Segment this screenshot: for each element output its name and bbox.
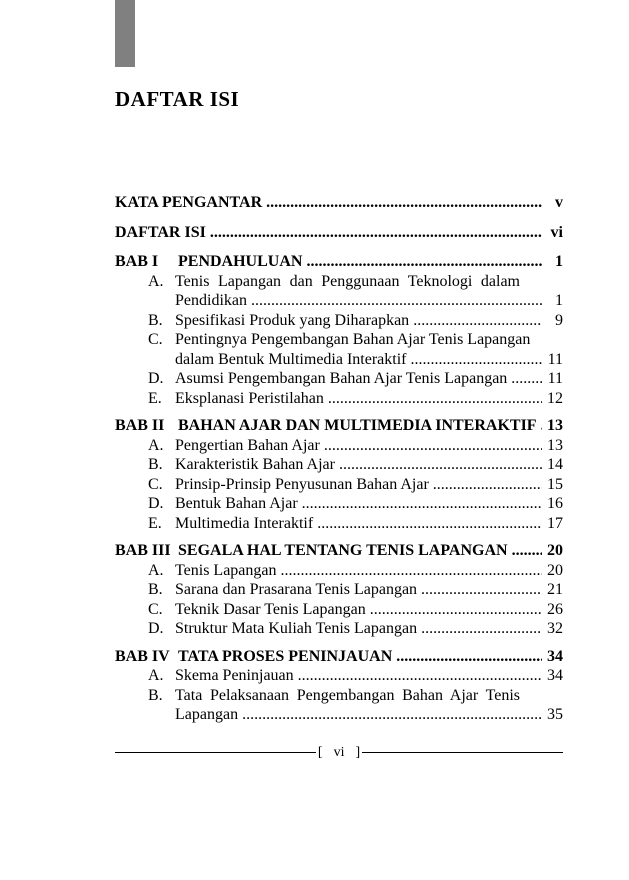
- page-number: 35: [547, 706, 563, 723]
- sub-entry-text: Bentuk Bahan Ajar: [175, 495, 298, 512]
- dot-leader: [512, 541, 542, 561]
- page-number: 14: [547, 456, 563, 473]
- sub-entry-text: Skema Peninjauan: [175, 667, 294, 684]
- sub-entry-last-line: [175, 369, 563, 389]
- sub-entry-last-line: [175, 389, 563, 409]
- sub-entry-last-line: [175, 311, 563, 331]
- dot-leader: [411, 350, 543, 370]
- chapter-title: TATA PROSES PENINJAUAN: [178, 647, 393, 665]
- dot-leader: [210, 223, 542, 243]
- page-number: 11: [547, 370, 563, 387]
- page-number: 32: [547, 620, 563, 637]
- sub-entry-letter: B.: [148, 686, 163, 704]
- page-number: 11: [547, 350, 563, 368]
- sub-entry-last-line: [175, 514, 563, 534]
- toc-sub-entry: [115, 475, 563, 495]
- toc-sub-entry: [115, 455, 563, 475]
- toc-sub-entry: [115, 561, 563, 581]
- chapter-title-row: [178, 541, 563, 561]
- sub-entry-body: [175, 686, 563, 725]
- toc-sub-entry: [115, 311, 563, 331]
- chapter-title-row: [178, 252, 563, 272]
- dot-leader: [281, 561, 542, 581]
- sub-entry-last-line: [175, 561, 563, 581]
- toc-sub-entry: [115, 272, 563, 311]
- page-number: 1: [555, 253, 563, 270]
- sub-entry-letter: E.: [148, 514, 162, 532]
- dot-leader: [317, 514, 542, 534]
- sub-entry-letter: B.: [148, 581, 163, 598]
- sub-entry-letter: D.: [148, 620, 164, 637]
- sub-entry-last-line: [175, 580, 563, 600]
- sub-entry-text: Eksplanasi Peristilahan: [175, 389, 324, 407]
- toc-sub-entry: [115, 600, 563, 620]
- toc-chapter-heading: [115, 647, 563, 667]
- page-number: v: [555, 194, 563, 211]
- sub-entry-letter: D.: [148, 495, 164, 512]
- page-number: 20: [547, 542, 563, 559]
- sub-entry-letter: C.: [148, 600, 163, 618]
- toc-sub-entry: [115, 580, 563, 600]
- sub-entry-letter: C.: [148, 331, 163, 348]
- sub-entry-last-line: [175, 350, 563, 370]
- sub-entry-body: [175, 455, 563, 475]
- toc-chapter: [115, 647, 563, 725]
- sub-entry-body: [175, 514, 563, 534]
- toc-entry-title: DAFTAR ISI: [115, 223, 206, 241]
- dot-leader: [370, 600, 542, 620]
- sub-entry-last-line: [175, 705, 563, 725]
- dot-leader: [324, 436, 542, 456]
- dot-leader: [328, 389, 542, 409]
- sub-entry-letter: C.: [148, 475, 163, 493]
- sub-entry-text: Struktur Mata Kuliah Tenis Lapangan: [175, 620, 418, 637]
- sub-entry-letter: A.: [148, 561, 164, 579]
- sub-entry-text: dalam Bentuk Multimedia Interaktif: [175, 350, 407, 368]
- chapter-title: BAHAN AJAR DAN MULTIMEDIA INTERAKTIF: [178, 417, 537, 434]
- toc-sub-entry: [115, 514, 563, 534]
- sub-entry-last-line: [175, 600, 563, 620]
- sub-entry-letter: A.: [148, 272, 164, 290]
- sub-entry-wrap-line: Tata Pelaksanaan Pengembangan Bahan Ajar Tenis: [175, 686, 520, 704]
- chapter-label: BAB III: [115, 542, 171, 559]
- toc-chapter-heading: [115, 416, 563, 436]
- page-number: 12: [547, 389, 563, 407]
- dot-leader: [421, 580, 542, 600]
- toc-sub-entry: [115, 686, 563, 725]
- toc-sub-entry: [115, 666, 563, 686]
- page-number: 1: [555, 292, 563, 309]
- page-number: 16: [547, 495, 563, 512]
- page-number: vi: [550, 223, 563, 241]
- page-number: 34: [547, 647, 563, 665]
- sub-entry-last-line: [175, 475, 563, 495]
- dot-leader: [339, 455, 542, 475]
- dot-leader: [421, 619, 542, 639]
- footer-page-number: vi: [333, 744, 345, 760]
- sub-entry-body: [175, 330, 563, 369]
- dot-leader: [242, 705, 542, 725]
- toc-chapter: [115, 252, 563, 408]
- sub-entry-text: Karakteristik Bahan Ajar: [175, 456, 335, 473]
- sub-entry-body: [175, 619, 563, 639]
- chapter-title-row: [178, 416, 563, 436]
- dot-leader: [251, 291, 542, 311]
- chapter-label: BAB IV: [115, 647, 170, 665]
- page-number: 26: [547, 600, 563, 618]
- sub-entry-text: Multimedia Interaktif: [175, 514, 314, 532]
- sub-entry-body: [175, 369, 563, 389]
- sub-entry-last-line: [175, 619, 563, 639]
- table-of-contents: [115, 193, 563, 725]
- sub-entry-text: Pengertian Bahan Ajar: [175, 436, 320, 454]
- sub-entry-text: Sarana dan Prasarana Tenis Lapangan: [175, 581, 418, 598]
- toc-chapter: [115, 541, 563, 639]
- toc-sub-entry: [115, 436, 563, 456]
- sub-entry-wrap-line: Pentingnya Pengembangan Bahan Ajar Tenis Lapangan: [175, 331, 531, 348]
- toc-chapter: [115, 416, 563, 533]
- toc-sub-entry: [115, 389, 563, 409]
- sub-entry-last-line: [175, 436, 563, 456]
- page-number: 17: [547, 514, 563, 532]
- sub-entry-text: Tenis Lapangan: [175, 561, 277, 579]
- sub-entry-body: [175, 494, 563, 514]
- dot-leader: [298, 666, 542, 686]
- sub-entry-letter: A.: [148, 667, 164, 684]
- sub-entry-letter: B.: [148, 456, 163, 473]
- dot-leader: [511, 369, 542, 389]
- toc-entry-title: KATA PENGANTAR: [115, 194, 263, 211]
- toc-chapter-heading: [115, 541, 563, 561]
- page-number: 13: [547, 417, 563, 434]
- toc-chapter-heading: [115, 252, 563, 272]
- chapter-title: PENDAHULUAN: [178, 253, 303, 270]
- footer-bracket-open: [: [317, 744, 323, 760]
- chapter-label: BAB II: [115, 417, 165, 434]
- sub-entry-body: [175, 436, 563, 456]
- page-number: 15: [547, 475, 563, 493]
- chapter-title-row: [178, 647, 563, 667]
- sub-entry-text: Pendidikan: [175, 292, 247, 309]
- sub-entry-letter: A.: [148, 436, 164, 454]
- sub-entry-last-line: [175, 666, 563, 686]
- sub-entry-text: Teknik Dasar Tenis Lapangan: [175, 600, 366, 618]
- sub-entry-last-line: [175, 291, 563, 311]
- footer-rule-left: [115, 752, 316, 753]
- sub-entry-body: [175, 389, 563, 409]
- sub-entry-body: [175, 580, 563, 600]
- sub-entry-body: [175, 475, 563, 495]
- footer-bracket-close: ]: [355, 744, 361, 760]
- sub-entry-letter: D.: [148, 370, 164, 387]
- sub-entry-last-line: [175, 455, 563, 475]
- toc-sub-entry: [115, 369, 563, 389]
- page-number: 20: [547, 561, 563, 579]
- dot-leader: [396, 647, 542, 667]
- page-number: 13: [547, 436, 563, 454]
- page-number: 21: [547, 581, 563, 598]
- page-content: [115, 0, 563, 762]
- footer-rule-right: [362, 752, 563, 753]
- sub-entry-wrap-line: Tenis Lapangan dan Penggunaan Teknologi dalam: [175, 272, 520, 290]
- toc-sub-entry: [115, 330, 563, 369]
- sub-entry-body: [175, 272, 563, 311]
- sub-entry-text: Prinsip-Prinsip Penyusunan Bahan Ajar: [175, 475, 429, 493]
- sub-entry-letter: E.: [148, 389, 162, 407]
- dot-leader: [302, 494, 542, 514]
- chapter-label: BAB I: [115, 253, 159, 270]
- page-footer: [115, 743, 563, 762]
- toc-sub-entry: [115, 619, 563, 639]
- sub-entry-text: Spesifikasi Produk yang Diharapkan: [175, 311, 410, 329]
- chapter-title: SEGALA HAL TENTANG TENIS LAPANGAN: [178, 542, 508, 559]
- sub-entry-last-line: [175, 494, 563, 514]
- toc-front-entry: [115, 193, 563, 213]
- page-number: 34: [547, 667, 563, 684]
- sub-entry-body: [175, 561, 563, 581]
- dot-leader: [413, 311, 542, 331]
- dot-leader: [433, 475, 542, 495]
- toc-sub-entry: [115, 494, 563, 514]
- sub-entry-letter: B.: [148, 311, 163, 329]
- sub-entry-body: [175, 666, 563, 686]
- sub-entry-body: [175, 600, 563, 620]
- page-number: 9: [555, 311, 563, 329]
- toc-front-entry: [115, 223, 563, 243]
- dot-leader: [306, 252, 542, 272]
- dot-leader: [266, 193, 542, 213]
- sub-entry-text: Asumsi Pengembangan Bahan Ajar Tenis Lapangan: [175, 370, 508, 387]
- sub-entry-text: Lapangan: [175, 706, 239, 723]
- sub-entry-body: [175, 311, 563, 331]
- page-title: DAFTAR ISI: [115, 87, 240, 111]
